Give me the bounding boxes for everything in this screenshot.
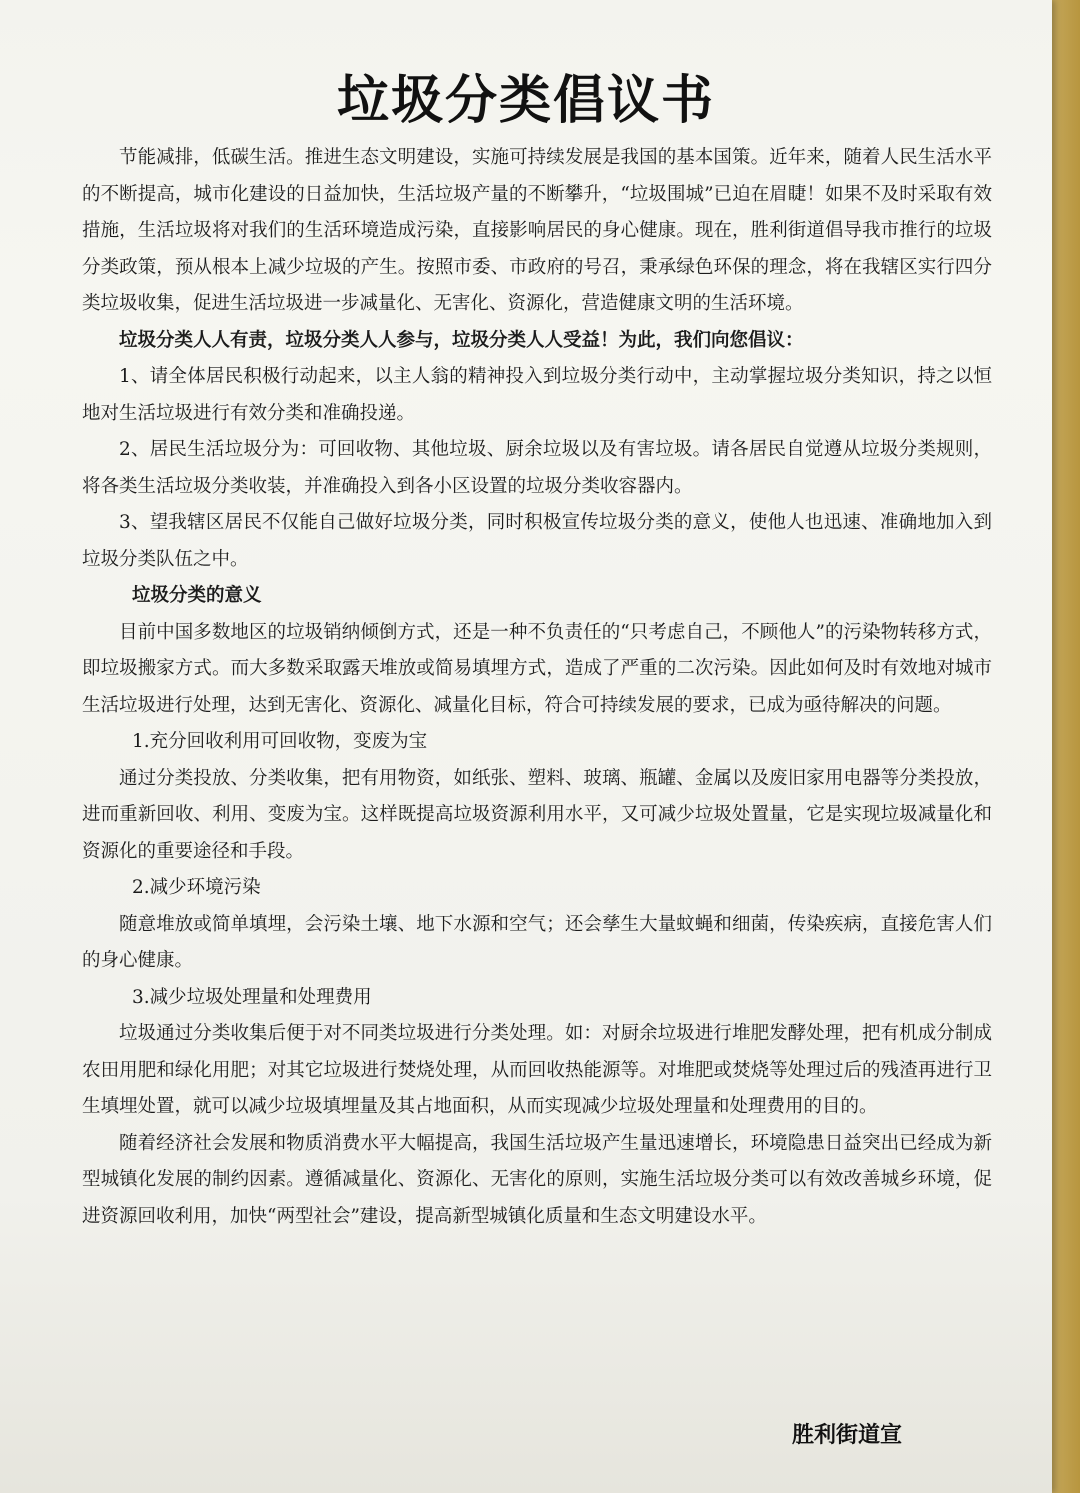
subheading-pollution: 2.减少环境污染 [131,877,261,898]
significance-paragraph: 目前中国多数地区的垃圾销纳倾倒方式，还是一种不负责任的“只考虑自己，不顾他人”的污染物转移方式，即垃圾搬家方式。而大多数采取露天堆放或简易填埋方式，造成了严重的二次污染。因此如何及时有效地对城市生活垃圾进行处理，达到无害化、资源化、减量化目标，符合可持续发展的要求，已成为亟待解决的问题。 [82,621,992,716]
proposal-item-3: 3、望我辖区居民不仅能自己做好垃圾分类，同时积极宣传垃圾分类的意义，使他人也迅速、准确地加入到垃圾分类队伍之中。 [82,512,992,570]
pollution-paragraph: 随意堆放或简单填埋，会污染土壤、地下水源和空气；还会孳生大量蚊蝇和细菌，传染疾病，直接危害人们的身心健康。 [82,913,992,971]
document-title: 垃圾分类倡议书 [336,70,715,131]
closing-paragraph: 随着经济社会发展和物质消费水平大幅提高，我国生活垃圾产生量迅速增长，环境隐患日益突出已经成为新型城镇化发展的制约因素。遵循减量化、资源化、无害化的原则，实施生活垃圾分类可以有效改善城乡环境，促进资源回收利用，加快“两型社会”建设，提高新型城镇化质量和生态文明建设水平。 [82,1132,992,1227]
call-to-action-paragraph: 垃圾分类人人有责，垃圾分类人人参与，垃圾分类人人受益！为此，我们向您倡议： [119,329,804,351]
proposal-item-1: 1、请全体居民积极行动起来，以主人翁的精神投入到垃圾分类行动中，主动掌握垃圾分类知识，持之以恒地对生活垃圾进行有效分类和准确投递。 [82,366,992,424]
proposal-item-2: 2、居民生活垃圾分为：可回收物、其他垃圾、厨余垃圾以及有害垃圾。请各居民自觉遵从垃圾分类规则，将各类生活垃圾分类收装，并准确投入到各小区设置的垃圾分类收容器内。 [82,439,992,497]
recycle-paragraph: 通过分类投放、分类收集，把有用物资，如纸张、塑料、玻璃、瓶罐、金属以及废旧家用电器等分类投放，进而重新回收、利用、变废为宝。这样既提高垃圾资源利用水平，又可减少垃圾处置量，它是实现垃圾减量化和资源化的重要途径和手段。 [82,767,992,862]
subheading-recycle: 1.充分回收利用可回收物，变废为宝 [131,731,428,752]
intro-paragraph: 节能减排，低碳生活。推进生态文明建设，实施可持续发展是我国的基本国策。近年来，随着人民生活水平的不断提高，城市化建设的日益加快，生活垃圾产量的不断攀升，“垃圾围城”已迫在眉睫！如果不及时采取有效措施，生活垃圾将对我们的生活环境造成污染，直接影响居民的身心健康。现在，胜利街道倡导我市推行的垃圾分类政策，预从根本上减少垃圾的产生。按照市委、市政府的号召，秉承绿色环保的理念，将在我辖区实行四分类垃圾收集，促进生活垃圾进一步减量化、无害化、资源化，营造健康文明的生活环境。 [82,147,992,314]
document-body [82,140,992,1235]
significance-heading: 垃圾分类的意义 [131,585,262,606]
subheading-cost: 3.减少垃圾处理量和处理费用 [131,986,372,1008]
signature: 胜利街道宣 [791,1423,902,1448]
cost-paragraph: 垃圾通过分类收集后便于对不同类垃圾进行分类处理。如：对厨余垃圾进行堆肥发酵处理，把有机成分制成农田用肥和绿化用肥；对其它垃圾进行焚烧处理，从而回收热能源等。对堆肥或焚烧等处理过后的残渣再进行卫生填埋处置，就可以减少垃圾填埋量及其占地面积，从而实现减少垃圾处理量和处理费用的目的。 [82,1023,992,1117]
